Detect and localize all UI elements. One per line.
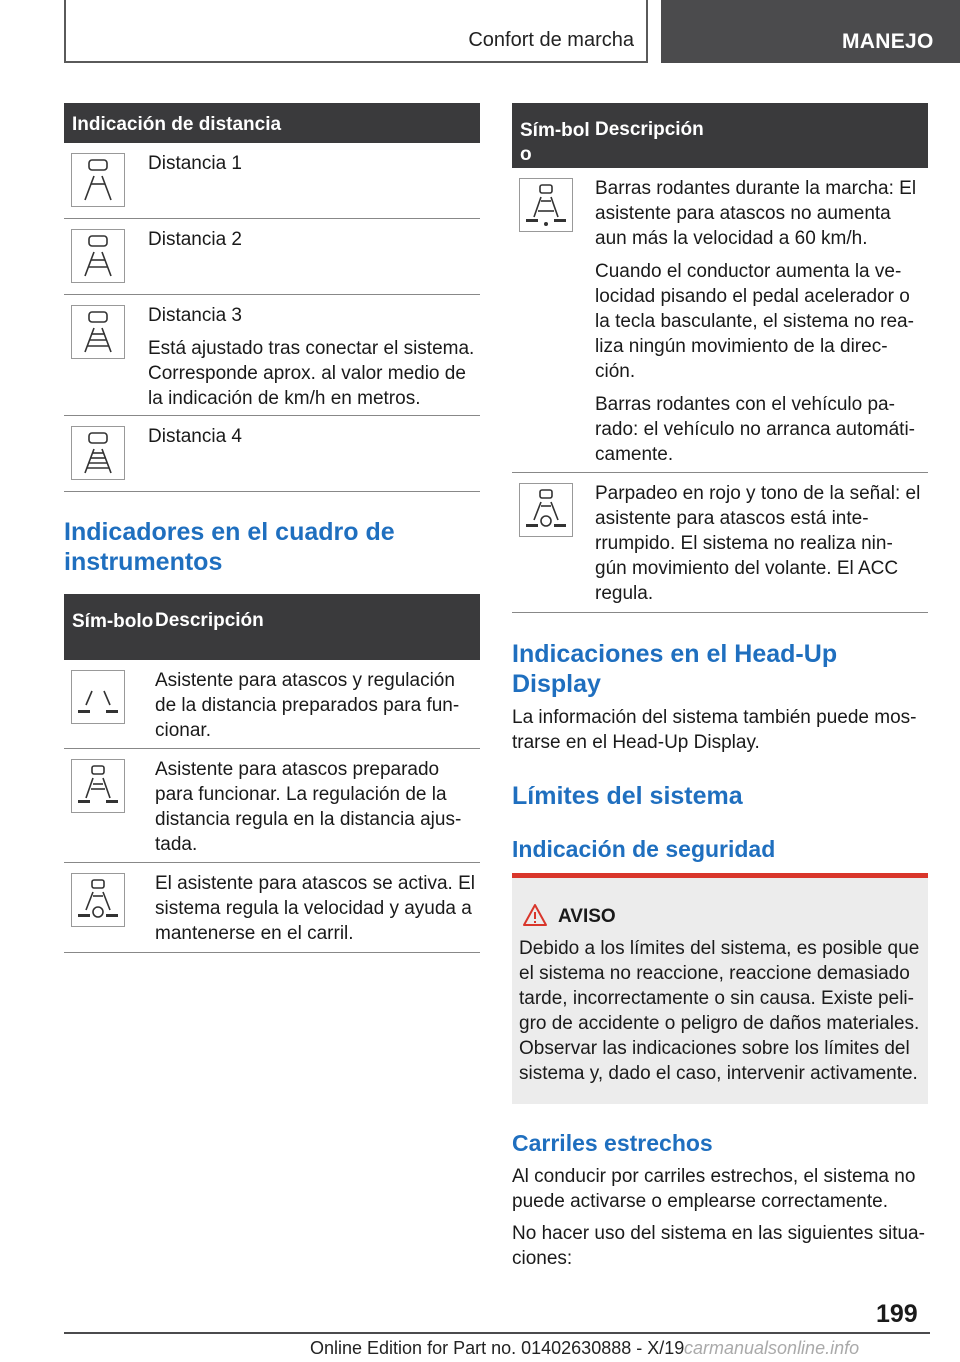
table-cell-text: Distancia 1	[148, 153, 242, 174]
column-symbol-header: Sím-bolo	[72, 611, 154, 632]
narrow-lanes-heading: Carriles estrechos	[512, 1130, 713, 1156]
narrow-lanes-text-2: No hacer uso del sistema en las siguientes situa-ciones:	[512, 1223, 925, 1269]
column-description-header: Descripción	[595, 119, 704, 140]
distance-3-icon	[71, 305, 125, 359]
table-header	[512, 103, 928, 168]
safety-subheading: Indicación de seguridad	[512, 836, 776, 862]
warning-box	[512, 873, 928, 1104]
lanes-ready-icon	[71, 670, 125, 724]
header-chapter-tab: MANEJO	[661, 0, 960, 63]
table-cell-text: El asistente para atascos se activa. El sistema regula la velocidad y ayuda a mantenerse en el carril.	[155, 873, 475, 944]
steering-red-icon	[519, 483, 573, 537]
table-cell-text: Barras rodantes con el vehículo pa-rado: el vehículo no arranca automáti-camente.	[595, 394, 916, 465]
footer-divider	[64, 1332, 930, 1334]
table-cell-text: Cuando el conductor aumenta la ve-locidad pisando el pedal acelerador o la tecla basculante, el sistema no rea-liza ningún movimiento de la direc-ción.	[595, 261, 914, 382]
table-row	[64, 863, 480, 953]
warning-title: AVISO	[558, 906, 616, 927]
table-cell-text: Distancia 3	[148, 305, 242, 326]
footer-watermark: carmanualsonline.info	[684, 1338, 860, 1358]
instruments-heading: Indicadores en el cuadro de instrumentos	[64, 518, 395, 576]
table-cell-text: Asistente para atascos y regulación de la distancia preparados para fun-cionar.	[155, 670, 460, 741]
table-header	[64, 594, 480, 660]
header-section-title: Confort de marcha	[468, 29, 634, 51]
column-description-header: Descripción	[155, 610, 264, 631]
hud-heading: Indicaciones en el Head-Up Display	[512, 640, 838, 698]
table-cell-text: Parpadeo en rojo y tono de la señal: el asistente para atascos está inte-rrumpido. El sistema no realiza nin-gún movimiento del volante. El ACC regula.	[595, 483, 921, 604]
table-cell-text: Distancia 2	[148, 229, 242, 250]
distance-table	[64, 103, 480, 492]
table-row	[64, 295, 480, 416]
table-row	[512, 473, 928, 613]
table-cell-text: Asistente para atascos preparado para funcionar. La regulación de la distancia regula en la distancia ajus-tada.	[155, 759, 462, 855]
distance-4-icon	[71, 426, 125, 480]
warning-triangle-icon	[522, 903, 548, 932]
rolling-bars-icon	[519, 178, 573, 232]
status-table	[512, 103, 928, 613]
table-row	[64, 219, 480, 295]
table-cell-text: Barras rodantes durante la marcha: El asistente para atascos no aumenta aun más la velocidad a 60 km/h.	[595, 178, 917, 249]
warning-text: Debido a los límites del sistema, es posible que el sistema no reaccione, reaccione demasiado tarde, incorrectamente o sin causa. Existe peli-gro de accidente o peligro de daños materiales. Observar las indicaciones sobre los límites del sistema y, dado el caso, intervenir activamente.	[519, 938, 920, 1084]
page-number: 199	[876, 1300, 918, 1328]
lanes-car-steering-icon	[71, 873, 125, 927]
footer-edition: Online Edition for Part no. 01402630888 - X/19	[310, 1338, 685, 1358]
distance-2-icon	[71, 229, 125, 283]
table-row	[64, 749, 480, 863]
table-row	[64, 143, 480, 219]
table-cell-text: Distancia 4	[148, 426, 242, 447]
table-row	[64, 660, 480, 749]
instruments-table	[64, 594, 480, 953]
table-cell-text: Está ajustado tras conectar el sistema. Corresponde aprox. al valor medio de la indicación de km/h en metros.	[148, 338, 475, 409]
hud-text: La información del sistema también puede mos-trarse en el Head-Up Display.	[512, 707, 917, 753]
distance-table-header	[64, 103, 480, 143]
lanes-car-ready-icon	[71, 759, 125, 813]
narrow-lanes-text-1: Al conducir por carriles estrechos, el sistema no puede activarse o emplearse correctamente.	[512, 1166, 916, 1212]
limits-heading: Límites del sistema	[512, 782, 743, 810]
table-row	[512, 168, 928, 473]
column-symbol-header: Sím-bolo	[520, 120, 590, 165]
distance-table-header-label: Indicación de distancia	[72, 114, 282, 135]
header-section-box	[64, 0, 648, 63]
table-row	[64, 416, 480, 492]
distance-1-icon	[71, 153, 125, 207]
